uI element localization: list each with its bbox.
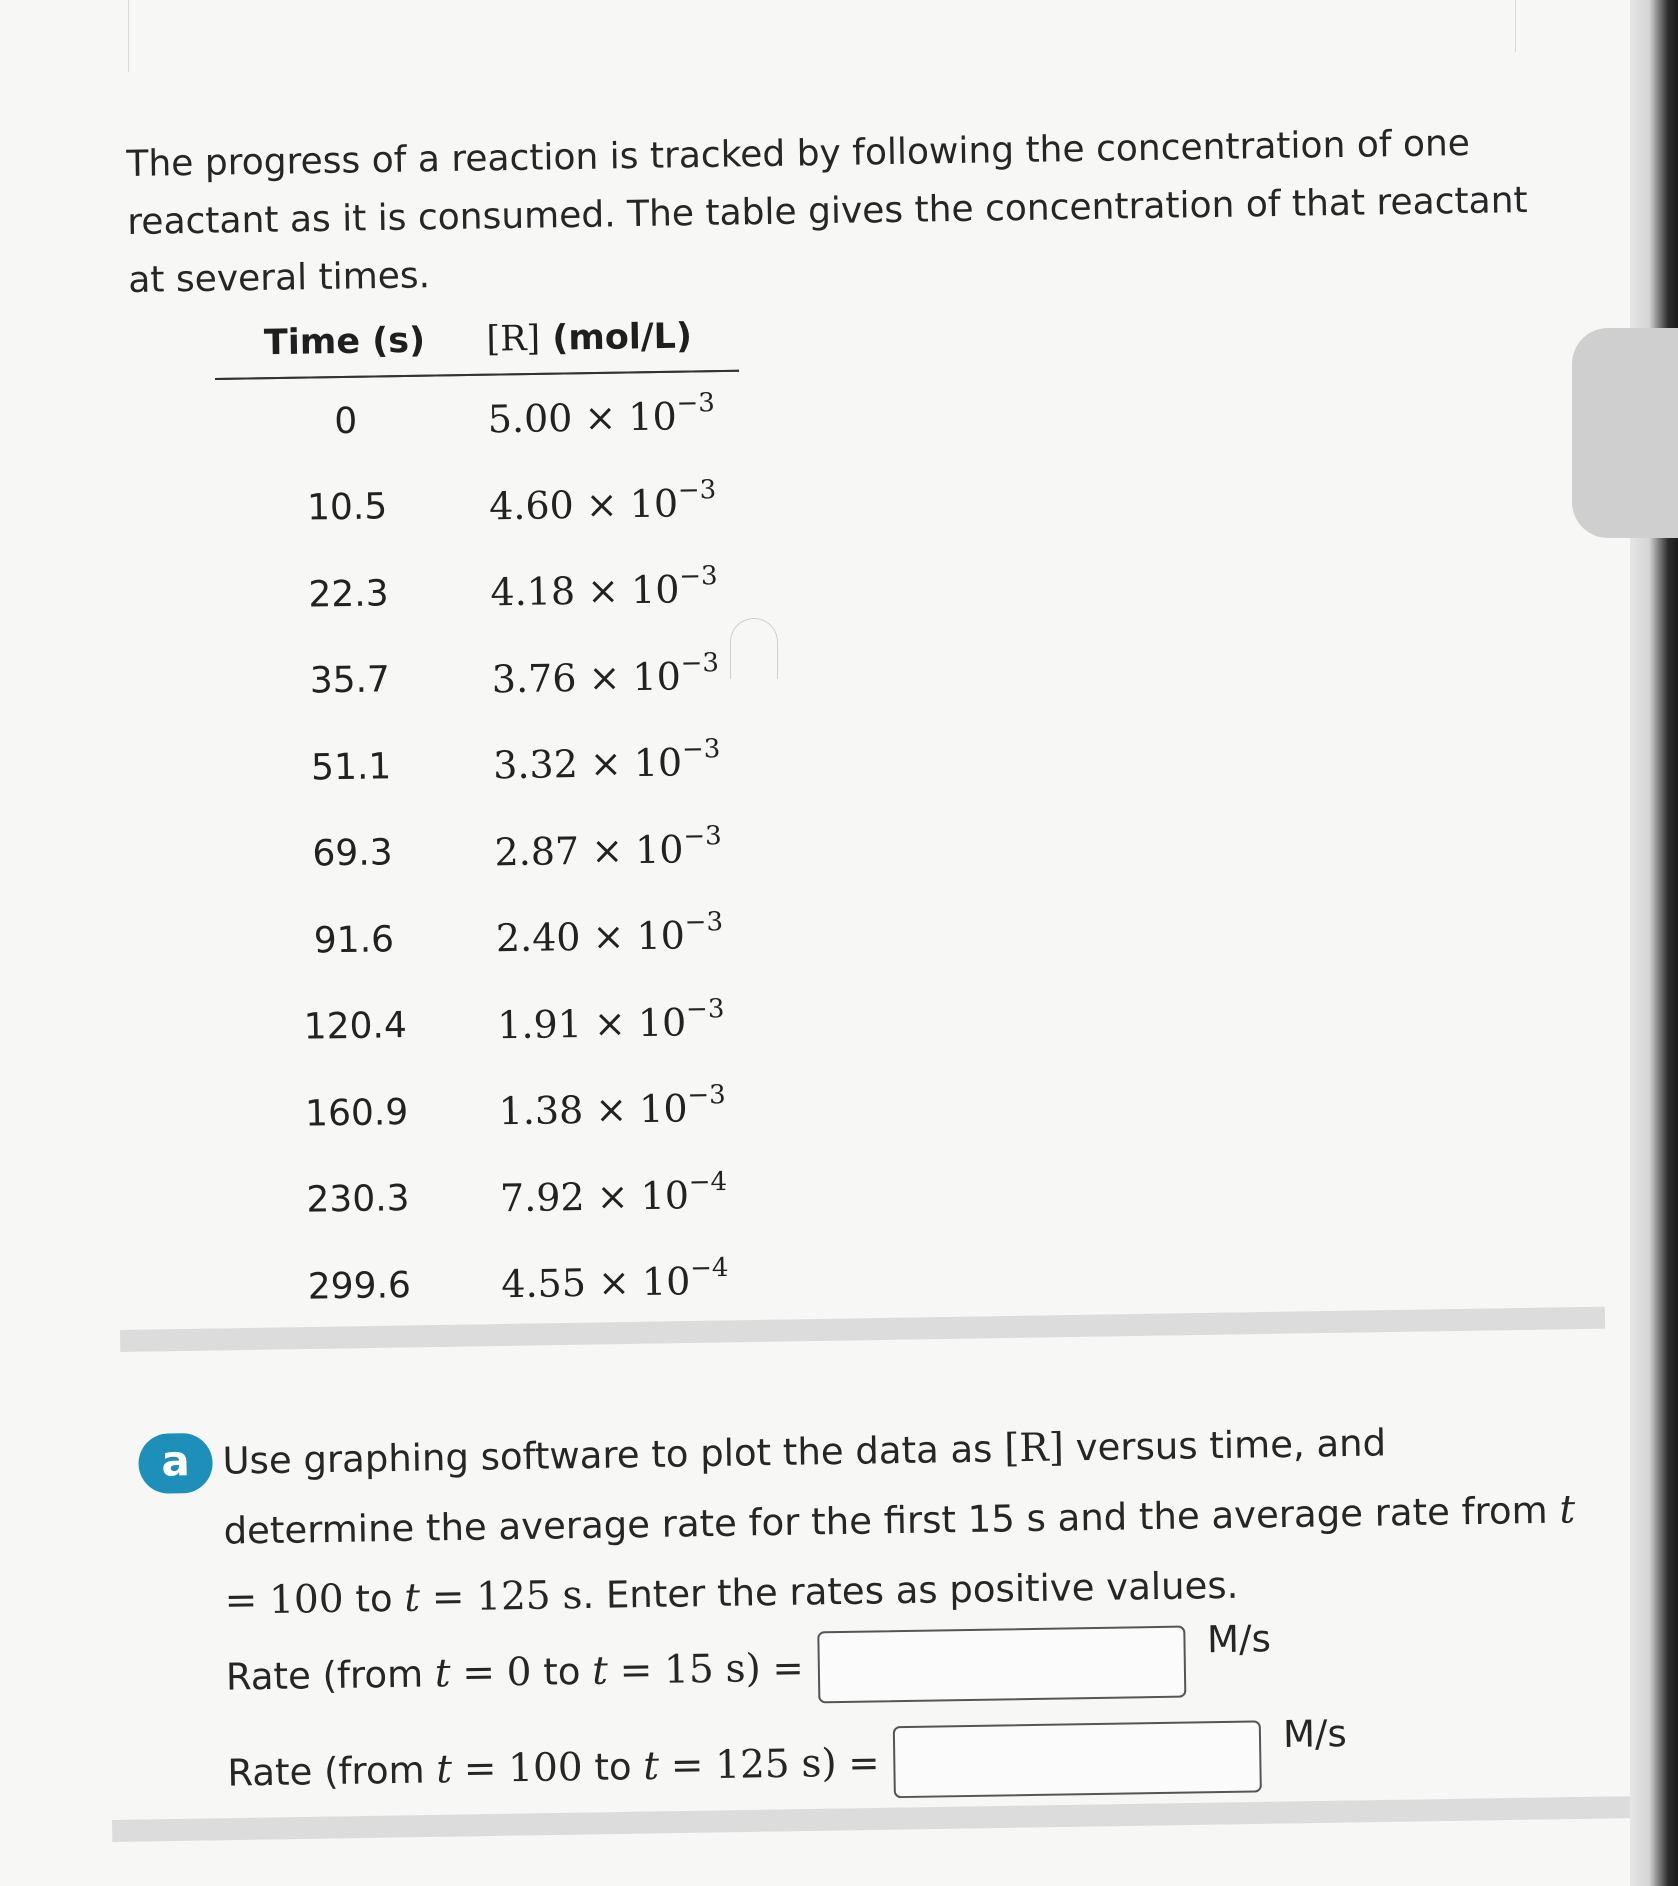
times-ten: × 10: [590, 827, 684, 873]
times-ten: × 10: [588, 654, 682, 700]
time-variable: t: [435, 1746, 453, 1792]
table-row: [219, 631, 744, 726]
times-ten: × 10: [597, 1259, 691, 1306]
exponent: −3: [685, 993, 725, 1025]
equals-sign: =: [848, 1740, 880, 1785]
reactant-symbol: [R]: [486, 318, 541, 360]
equals-sign: =: [463, 1745, 497, 1792]
concentration-cell: [476, 458, 741, 549]
time-value: 15: [663, 1646, 715, 1693]
time-cell: 160.9: [304, 1091, 409, 1135]
mantissa: 2.87: [494, 828, 580, 875]
equals-sign: =: [619, 1647, 653, 1693]
table-row: [215, 371, 740, 467]
time-value: 125: [475, 1573, 551, 1620]
times-ten: × 10: [586, 567, 680, 614]
times-ten: × 10: [594, 1086, 688, 1133]
mantissa: 1.91: [496, 1001, 583, 1048]
rate-unit: M/s: [1282, 1711, 1348, 1756]
part-a: [138, 1405, 1598, 1795]
equals-sign: =: [224, 1578, 258, 1624]
mantissa: 3.76: [491, 655, 577, 702]
reactant-symbol: [R]: [1003, 1425, 1065, 1472]
time-cell: 91.6: [313, 919, 395, 962]
time-cell: 230.3: [306, 1178, 410, 1221]
time-cell: 0: [333, 400, 358, 442]
rate-row-100-to-125: [227, 1711, 1348, 1809]
pen-mark: [730, 618, 778, 679]
table-row: [221, 718, 746, 813]
screen-bezel: [1630, 0, 1678, 1886]
concentration-cell: [486, 1064, 751, 1155]
table-header-row: [214, 302, 739, 379]
concentration-cell: [482, 804, 747, 895]
question-text: versus time, and determine the average rate for the first 15 s and the average rate from: [223, 1421, 1548, 1553]
concentration-cell: [487, 1150, 752, 1241]
rate-label: Rate (from: [225, 1652, 424, 1699]
time-cell: 22.3: [308, 573, 389, 616]
times-ten: × 10: [589, 740, 683, 787]
exponent: −3: [676, 388, 716, 420]
rate-0-to-15-input[interactable]: [817, 1626, 1186, 1704]
time-value: 125: [714, 1741, 791, 1788]
table-row: [227, 1150, 752, 1245]
part-a-badge: a: [138, 1433, 213, 1494]
time-cell: 69.3: [312, 832, 393, 875]
times-ten: × 10: [593, 1000, 687, 1046]
concentration-cell: [478, 545, 743, 636]
time-variable: t: [434, 1650, 451, 1696]
concentration-cell: [483, 891, 748, 982]
mantissa: 5.00: [487, 396, 573, 442]
time-value: 100: [268, 1576, 344, 1623]
table-row: [218, 545, 743, 640]
time-cell: 10.5: [306, 486, 388, 529]
concentration-column-header: [474, 302, 739, 375]
time-variable: t: [403, 1575, 421, 1621]
problem-intro: The progress of a reaction is tracked by following the concentration of one reactant as it is consumed. The table gives the concentration of that reactant at several times.: [126, 122, 1528, 301]
mantissa: 1.38: [498, 1088, 584, 1134]
mantissa: 4.55: [500, 1261, 587, 1307]
exponent: −4: [688, 1166, 728, 1198]
mantissa: 4.18: [490, 569, 576, 615]
rate-label: Rate (from: [227, 1748, 425, 1795]
times-ten: × 10: [596, 1173, 690, 1219]
time-variable: t: [642, 1743, 660, 1789]
question-text: Use graphing software to plot the data as: [222, 1427, 993, 1483]
part-a-question: [222, 1405, 1585, 1636]
table-row: [226, 1064, 751, 1159]
time-cell: 120.4: [303, 1005, 408, 1048]
table-row: [229, 1237, 754, 1332]
exponent: −3: [684, 907, 724, 939]
times-ten: × 10: [585, 481, 679, 527]
equals-sign: =: [461, 1649, 496, 1696]
rate-label: to: [594, 1744, 632, 1789]
concentration-cell: [479, 631, 744, 722]
concentration-cell: [489, 1237, 754, 1328]
time-value: 0: [506, 1649, 532, 1695]
exponent: −3: [681, 734, 721, 766]
mantissa: 4.60: [488, 482, 575, 529]
exponent: −3: [687, 1080, 726, 1112]
times-ten: × 10: [584, 394, 678, 441]
page-edge-line: [128, 0, 129, 72]
time-value: 100: [507, 1744, 583, 1791]
mantissa: 2.40: [495, 915, 581, 961]
seconds-unit: s): [801, 1740, 838, 1787]
question-text: to: [355, 1577, 393, 1621]
table-row: [225, 977, 750, 1072]
mantissa: 7.92: [499, 1174, 585, 1221]
page-edge-line: [1515, 0, 1516, 52]
time-cell: 35.7: [309, 659, 391, 702]
question-text: . Enter the rates as positive values.: [582, 1563, 1239, 1618]
time-variable: t: [591, 1648, 609, 1694]
seconds-unit: s: [562, 1573, 583, 1619]
time-cell: 51.1: [310, 746, 392, 789]
rate-100-to-125-input[interactable]: [893, 1720, 1262, 1798]
time-variable: t: [1559, 1487, 1576, 1533]
rate-label: to: [542, 1649, 581, 1694]
rate-row-0-to-15: [225, 1616, 1272, 1712]
table-row: [222, 804, 747, 899]
exponent: −3: [677, 475, 717, 506]
equals-sign: =: [431, 1574, 465, 1621]
table-row: [216, 458, 741, 553]
time-column-header: Time (s): [214, 306, 475, 379]
time-cell: 299.6: [307, 1264, 412, 1308]
exponent: −4: [689, 1253, 729, 1285]
side-panel-tab[interactable]: [1572, 328, 1678, 538]
concentration-cell: [485, 977, 750, 1068]
concentration-cell: [475, 371, 740, 463]
concentration-unit: (mol/L): [552, 316, 693, 359]
equals-sign: =: [772, 1646, 804, 1690]
times-ten: × 10: [592, 913, 686, 960]
table-row: [223, 891, 748, 986]
table-body: [215, 371, 754, 1332]
rate-unit: M/s: [1206, 1616, 1272, 1661]
equals-sign: =: [670, 1742, 704, 1789]
exponent: −3: [680, 648, 720, 679]
mantissa: 3.32: [492, 742, 579, 788]
seconds-unit: s): [725, 1645, 762, 1692]
concentration-cell: [481, 718, 746, 809]
concentration-table: [214, 302, 754, 1332]
exponent: −3: [683, 821, 722, 852]
exponent: −3: [679, 561, 718, 593]
